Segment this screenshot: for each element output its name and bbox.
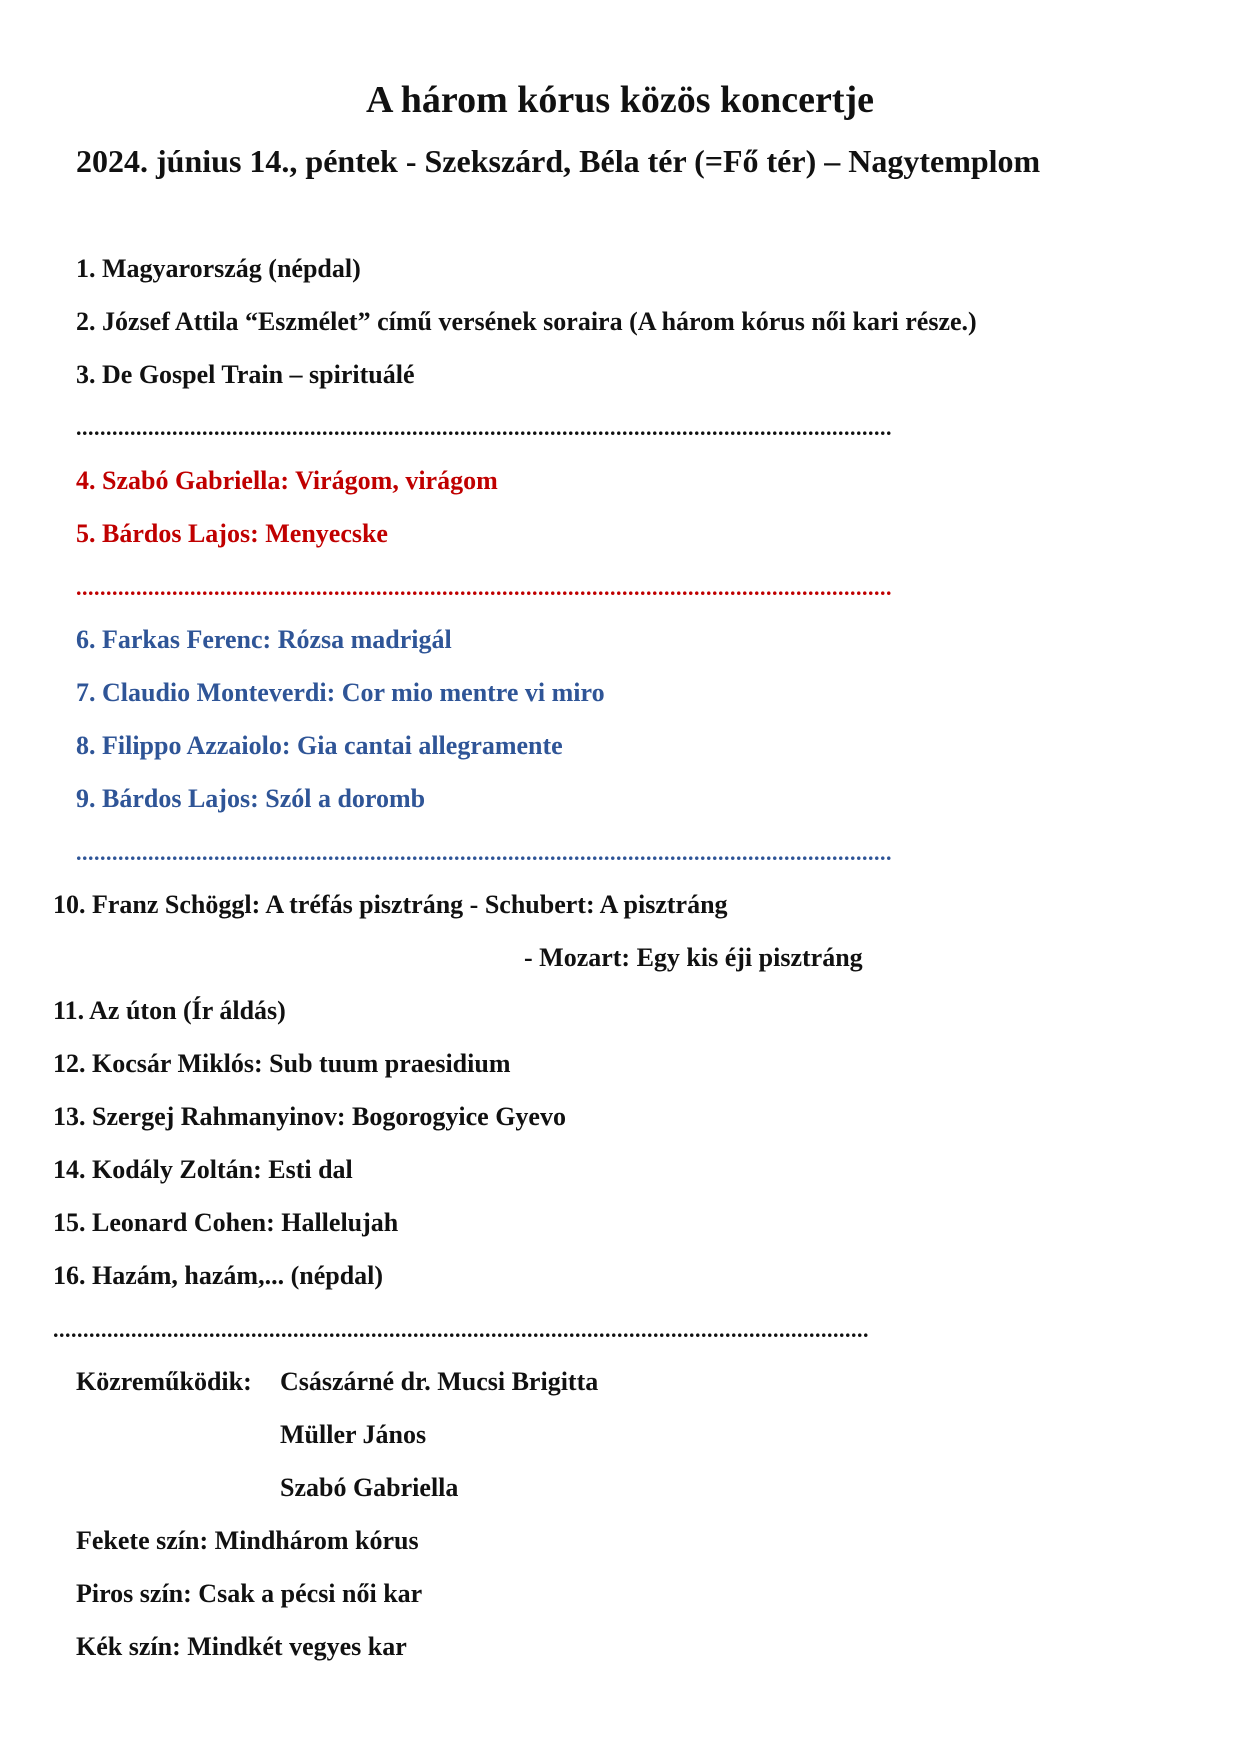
program-item-11: 11. Az úton (Ír áldás)	[53, 996, 286, 1025]
program-item-9: 9. Bárdos Lajos: Szól a doromb	[76, 784, 426, 813]
credits-label: Közreműködik:	[76, 1367, 252, 1396]
performer-1: Császárné dr. Mucsi Brigitta	[280, 1367, 599, 1396]
program-item-10: 10. Franz Schöggl: A tréfás pisztráng - Schubert: A pisztráng	[53, 890, 728, 919]
program-item-16: 16. Hazám, hazám,... (népdal)	[53, 1261, 384, 1290]
program-item-7: 7. Claudio Monteverdi: Cor mio mentre vi miro	[76, 678, 605, 707]
performer-3: Szabó Gabriella	[280, 1473, 459, 1502]
separator-final: ........................................................................................................................................	[53, 1320, 869, 1340]
legend-blue: Kék szín: Mindkét vegyes kar	[76, 1632, 407, 1661]
event-date-location: 2024. június 14., péntek - Szekszárd, Béla tér (=Fő tér) – Nagytemplom	[76, 143, 1041, 179]
program-item-13: 13. Szergej Rahmanyinov: Bogorogyice Gyevo	[53, 1102, 566, 1131]
program-item-6: 6. Farkas Ferenc: Rózsa madrigál	[76, 625, 452, 654]
program-item-1: 1. Magyarország (népdal)	[76, 254, 361, 283]
separator-red: ........................................................................................................................................	[76, 578, 892, 598]
separator-black: ........................................................................................................................................	[76, 418, 892, 438]
program-item-12: 12. Kocsár Miklós: Sub tuum praesidium	[53, 1049, 511, 1078]
program-item-5: 5. Bárdos Lajos: Menyecske	[76, 519, 388, 548]
program-item-14: 14. Kodály Zoltán: Esti dal	[53, 1155, 353, 1184]
separator-blue: ........................................................................................................................................	[76, 843, 892, 863]
program-item-2: 2. József Attila “Eszmélet” című versének soraira (A három kórus női kari része.)	[76, 307, 977, 336]
page-title: A három kórus közös koncertje	[365, 79, 875, 121]
program-item-15: 15. Leonard Cohen: Hallelujah	[53, 1208, 399, 1237]
program-item-4: 4. Szabó Gabriella: Virágom, virágom	[76, 466, 498, 495]
program-item-3: 3. De Gospel Train – spirituálé	[76, 360, 415, 389]
performer-2: Müller János	[280, 1420, 427, 1449]
program-item-8: 8. Filippo Azzaiolo: Gia cantai allegramente	[76, 731, 563, 760]
legend-black: Fekete szín: Mindhárom kórus	[76, 1526, 419, 1555]
legend-red: Piros szín: Csak a pécsi női kar	[76, 1579, 423, 1608]
program-item-10-continued: - Mozart: Egy kis éji pisztráng	[524, 943, 863, 972]
